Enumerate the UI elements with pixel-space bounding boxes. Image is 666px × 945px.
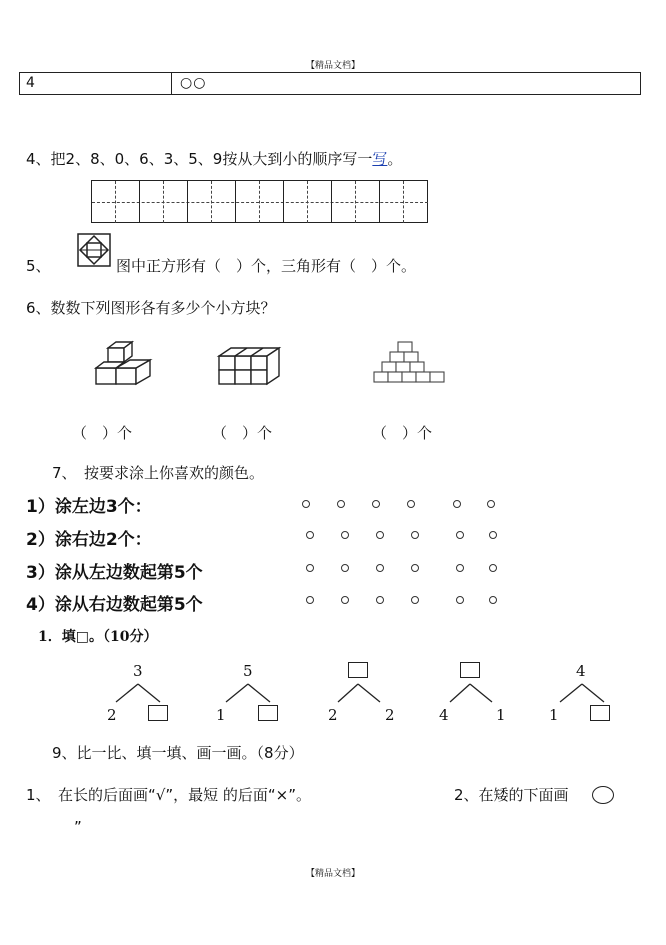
page-header: 【精品文档】: [305, 61, 360, 71]
question-5-number: 5、: [26, 257, 51, 275]
circle-to-color[interactable]: [306, 531, 314, 539]
tree-1-left: 2: [107, 706, 117, 724]
circle-to-color[interactable]: [376, 531, 384, 539]
circle-to-color[interactable]: [341, 531, 349, 539]
question-8-title: 1．填□。（10分）: [38, 629, 158, 645]
question-9-item-1: 1、 在长的后面画“√”，最短 的后面“×”。: [26, 786, 312, 804]
question-7-item-3: 3）涂从左边数起第5个: [26, 563, 203, 583]
question-7-title: 7、 按要求涂上你喜欢的颜色。: [52, 464, 265, 482]
cube-stack-1-figure: [90, 340, 162, 392]
circle-to-color[interactable]: [456, 564, 464, 572]
tree-5-left: 1: [549, 706, 559, 724]
question-6: 6、数数下列图形各有多少个小方块？: [26, 299, 276, 317]
circle-to-color[interactable]: [337, 500, 345, 508]
question-6-blank-3: （ ）个: [372, 424, 433, 442]
circle-to-color[interactable]: [411, 596, 419, 604]
tree-1-right-box[interactable]: [148, 705, 168, 721]
tree-4-right: 1: [496, 706, 506, 724]
tree-1-top: 3: [133, 662, 143, 680]
question-9-title: 9、比一比、填一填、画一画。（8分）: [52, 744, 304, 762]
question-7-item-2: 2）涂右边2个：: [26, 530, 152, 550]
grid-cell[interactable]: [380, 181, 428, 223]
circle-to-color[interactable]: [487, 500, 495, 508]
tree-1-branches: [110, 682, 170, 706]
circle-shape-icon: [592, 786, 614, 804]
question-4-link[interactable]: 写: [372, 150, 388, 168]
grid-cell[interactable]: [284, 181, 332, 223]
circle-to-color[interactable]: [306, 564, 314, 572]
grid-cell[interactable]: [188, 181, 236, 223]
nested-squares-figure: [76, 232, 112, 268]
question-9-item-2: 2、在矮的下面画: [454, 786, 569, 804]
tree-3-branches: [332, 682, 392, 706]
page-footer: 【精品文档】: [305, 869, 360, 879]
tree-3-left: 2: [328, 706, 338, 724]
tree-4-top-box[interactable]: [460, 662, 480, 678]
answer-table-row: [19, 72, 641, 95]
table-cell-number: 4: [20, 73, 172, 94]
circle-to-color[interactable]: [411, 564, 419, 572]
cube-pyramid-figure: [366, 338, 450, 394]
tree-3-top-box[interactable]: [348, 662, 368, 678]
circle-to-color[interactable]: [341, 564, 349, 572]
question-6-blank-2: （ ）个: [212, 424, 273, 442]
circle-to-color[interactable]: [489, 531, 497, 539]
circle-to-color[interactable]: [456, 531, 464, 539]
circle-to-color[interactable]: [372, 500, 380, 508]
question-5-text: 图中正方形有（ ）个，三角形有（ ）个。: [116, 257, 417, 275]
cube-stack-2-figure: [213, 340, 293, 392]
circle-to-color[interactable]: [376, 564, 384, 572]
tree-4-left: 4: [439, 706, 449, 724]
tree-5-top: 4: [576, 662, 586, 680]
tree-2-top: 5: [243, 662, 253, 680]
question-4: [26, 148, 402, 169]
circle-to-color[interactable]: [456, 596, 464, 604]
question-7-item-1: 1）涂左边3个：: [26, 497, 152, 517]
circle-to-color[interactable]: [302, 500, 310, 508]
question-6-blank-1: （ ）个: [72, 424, 133, 442]
grid-cell[interactable]: [332, 181, 380, 223]
grid-cell[interactable]: [236, 181, 284, 223]
tree-4-branches: [444, 682, 504, 706]
tree-2-branches: [220, 682, 280, 706]
grid-cell[interactable]: [140, 181, 188, 223]
circle-to-color[interactable]: [411, 531, 419, 539]
tree-2-right-box[interactable]: [258, 705, 278, 721]
circle-to-color[interactable]: [407, 500, 415, 508]
question-9-quote: ”: [74, 818, 82, 836]
question-4-end: 。: [387, 150, 403, 168]
circle-to-color[interactable]: [341, 596, 349, 604]
question-7-item-4: 4）涂从右边数起第5个: [26, 595, 203, 615]
grid-cell[interactable]: [92, 181, 140, 223]
circle-to-color[interactable]: [489, 596, 497, 604]
tree-2-left: 1: [216, 706, 226, 724]
tree-5-right-box[interactable]: [590, 705, 610, 721]
circle-to-color[interactable]: [376, 596, 384, 604]
tree-3-right: 2: [385, 706, 395, 724]
circle-to-color[interactable]: [453, 500, 461, 508]
question-4-text: 4、把2、8、0、6、3、5、9按从大到小的顺序写一: [26, 150, 373, 168]
circle-to-color[interactable]: [489, 564, 497, 572]
table-cell-circles: ○○: [180, 75, 207, 91]
writing-grid: [91, 180, 428, 223]
tree-5-branches: [554, 682, 614, 706]
circle-to-color[interactable]: [306, 596, 314, 604]
